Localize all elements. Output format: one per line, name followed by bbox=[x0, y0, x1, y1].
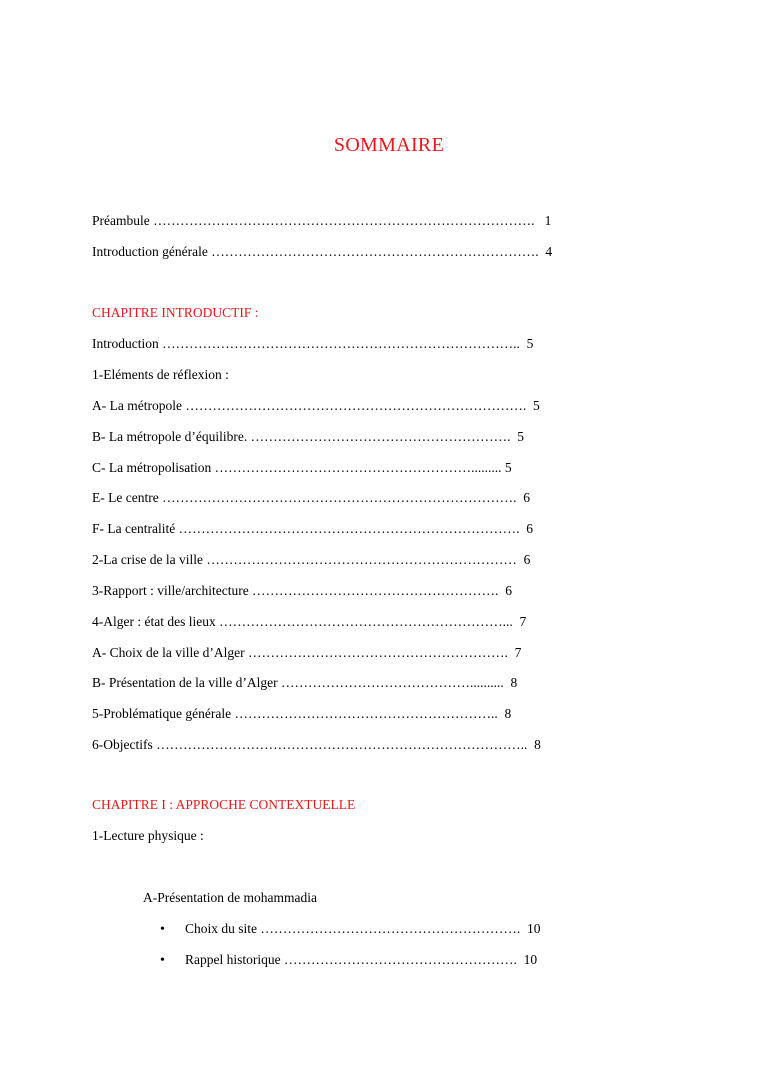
toc-entry-page: 8 bbox=[510, 675, 518, 690]
toc-entry bbox=[92, 335, 533, 353]
toc-entry-page: 10 bbox=[523, 952, 538, 967]
toc-entry-text: E- Le centre ……………………………………………………………………. bbox=[92, 490, 517, 505]
toc-subheading bbox=[92, 827, 204, 845]
toc-bullet-entry bbox=[160, 951, 537, 970]
toc-entry-text: Introduction …………………………………………………………………….. bbox=[92, 336, 520, 351]
toc-entry-text: Préambule …………………………………………………………………………. bbox=[92, 213, 535, 228]
toc-entry-text: A- Choix de la ville d’Alger …………………………………………………. bbox=[92, 645, 508, 660]
toc-entry-text: A- La métropole …………………………………………………………………. bbox=[92, 398, 527, 413]
toc-entry-text: 6-Objectifs ……………………………………………………………………….. bbox=[92, 737, 528, 752]
toc-entry bbox=[92, 644, 521, 662]
toc-entry-page: 8 bbox=[504, 706, 512, 721]
toc-entry-text: 3-Rapport : ville/architecture ………………………………………………. bbox=[92, 583, 499, 598]
toc-entry-page: 6 bbox=[505, 583, 512, 598]
page-title: SOMMAIRE bbox=[333, 134, 445, 156]
toc-entry-text: 1-Eléments de réflexion : bbox=[92, 367, 229, 382]
toc-entry-page: 10 bbox=[527, 921, 541, 936]
toc-entry-page: 6 bbox=[526, 521, 533, 536]
toc-entry bbox=[92, 736, 541, 754]
toc-entry-text: B- La métropole d’équilibre. …………………………………………………. bbox=[92, 429, 511, 444]
bullet-icon: • bbox=[160, 953, 165, 968]
toc-bullet-entry bbox=[160, 920, 541, 939]
toc-entry-page: 5 bbox=[504, 460, 512, 475]
toc-entry bbox=[92, 459, 512, 477]
toc-entry-page: 6 bbox=[523, 552, 531, 567]
toc-entry-page: 5 bbox=[526, 336, 534, 351]
toc-entry bbox=[92, 674, 517, 692]
toc-entry-page: 7 bbox=[519, 614, 527, 629]
toc-entry-page: 5 bbox=[532, 398, 540, 413]
toc-section: A-Présentation de mohammadia bbox=[143, 890, 317, 905]
toc-entry bbox=[92, 397, 540, 415]
toc-entry-text: 1-Lecture physique : bbox=[92, 828, 204, 843]
toc-entry bbox=[92, 520, 533, 538]
toc-entry bbox=[92, 551, 530, 569]
toc-entry bbox=[92, 428, 524, 446]
toc-entry-page: 8 bbox=[534, 737, 541, 752]
chapter-heading-introductif: CHAPITRE INTRODUCTIF : bbox=[92, 305, 259, 320]
toc-entry-text: Choix du site …………………………………………………. bbox=[185, 921, 521, 936]
bullet-icon: • bbox=[160, 922, 165, 937]
toc-entry-page: 7 bbox=[514, 645, 522, 660]
toc-entry-text: 4-Alger : état des lieux ………………………………………………………... bbox=[92, 614, 513, 629]
toc-entry-page: 4 bbox=[545, 244, 553, 259]
toc-entry-introduction-generale bbox=[92, 243, 552, 261]
toc-entry bbox=[92, 582, 512, 600]
toc-entry-page: 6 bbox=[523, 490, 530, 505]
toc-entry-text: F- La centralité …………………………………………………………………. bbox=[92, 521, 520, 536]
toc-entry bbox=[92, 366, 229, 384]
toc-entry-text: 2-La crise de la ville …………………………………………………………… bbox=[92, 552, 517, 567]
toc-entry-text: Introduction générale ………………………………………………………………. bbox=[92, 244, 539, 259]
toc-entry bbox=[92, 613, 526, 631]
toc-entry bbox=[92, 489, 530, 507]
toc-entry-page: 1 bbox=[544, 213, 552, 228]
toc-entry bbox=[92, 705, 511, 723]
toc-entry-text: B- Présentation de la ville d’Alger …………………………………….......... bbox=[92, 675, 504, 690]
toc-entry-text: Rappel historique ……………………………………………. bbox=[185, 952, 517, 967]
toc-entry-text: C- La métropolisation …………………………………………………......... bbox=[92, 460, 502, 475]
toc-entry-text: 5-Problématique générale ………………………………………………….. bbox=[92, 706, 498, 721]
chapter-heading-one: CHAPITRE I : APPROCHE CONTEXTUELLE bbox=[92, 797, 356, 812]
toc-entry-page: 5 bbox=[517, 429, 524, 444]
toc-entry-preambule bbox=[92, 212, 551, 230]
